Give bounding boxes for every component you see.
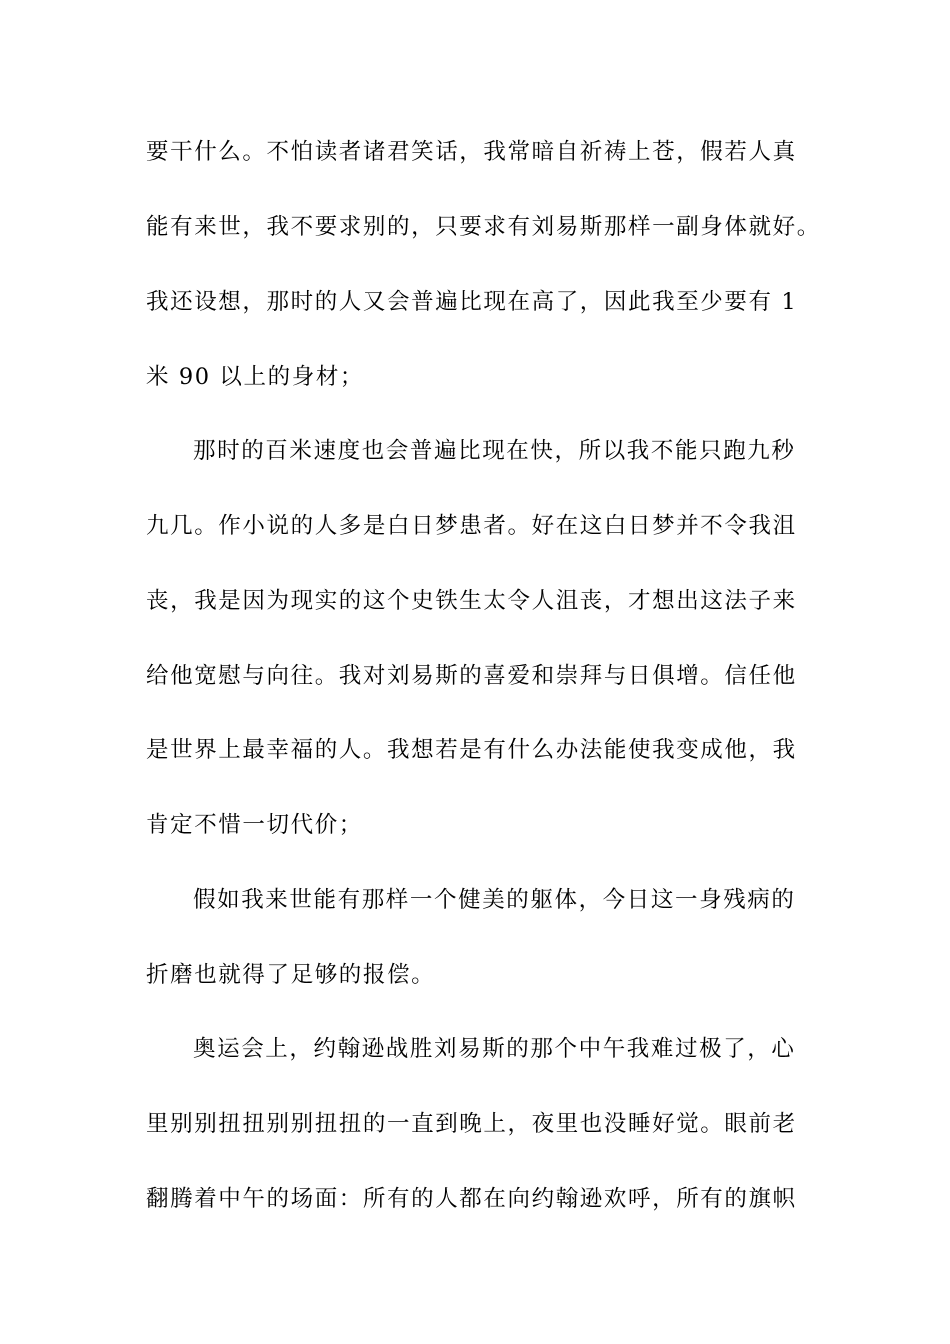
text-line: 翻腾着中午的场面：所有的人都在向约翰逊欢呼，所有的旗帜 (146, 1186, 797, 1212)
text-line: 折磨也就得了足够的报偿。 (146, 962, 436, 988)
text-line: 我还设想，那时的人又会普遍比现在高了，因此我至少要有 1 (146, 289, 798, 315)
paragraph-first-line: 那时的百米速度也会普遍比现在快，所以我不能只跑九秒 (193, 438, 796, 464)
paragraph-first-line: 奥运会上，约翰逊战胜刘易斯的那个中午我难过极了，心 (193, 1036, 796, 1062)
text-line: 是世界上最幸福的人。我想若是有什么办法能使我变成他，我 (146, 737, 797, 763)
text-line: 丧，我是因为现实的这个史铁生太令人沮丧，才想出这法子来 (146, 588, 797, 614)
text-line: 里别别扭扭别别扭扭的一直到晚上，夜里也没睡好觉。眼前老 (146, 1111, 797, 1137)
text-line: 米 90 以上的身材； (146, 364, 365, 390)
text-line: 给他宽慰与向往。我对刘易斯的喜爱和崇拜与日俱增。信任他 (146, 663, 797, 689)
paragraph-first-line: 假如我来世能有那样一个健美的躯体，今日这一身残病的 (193, 887, 796, 913)
text-line: 要干什么。不怕读者诸君笑话，我常暗自祈祷上苍，假若人真 (146, 139, 797, 165)
text-line: 能有来世，我不要求别的，只要求有刘易斯那样一副身体就好。 (146, 214, 821, 240)
text-line: 九几。作小说的人多是白日梦患者。好在这白日梦并不令我沮 (146, 513, 797, 539)
text-line: 肯定不惜一切代价； (146, 812, 363, 838)
